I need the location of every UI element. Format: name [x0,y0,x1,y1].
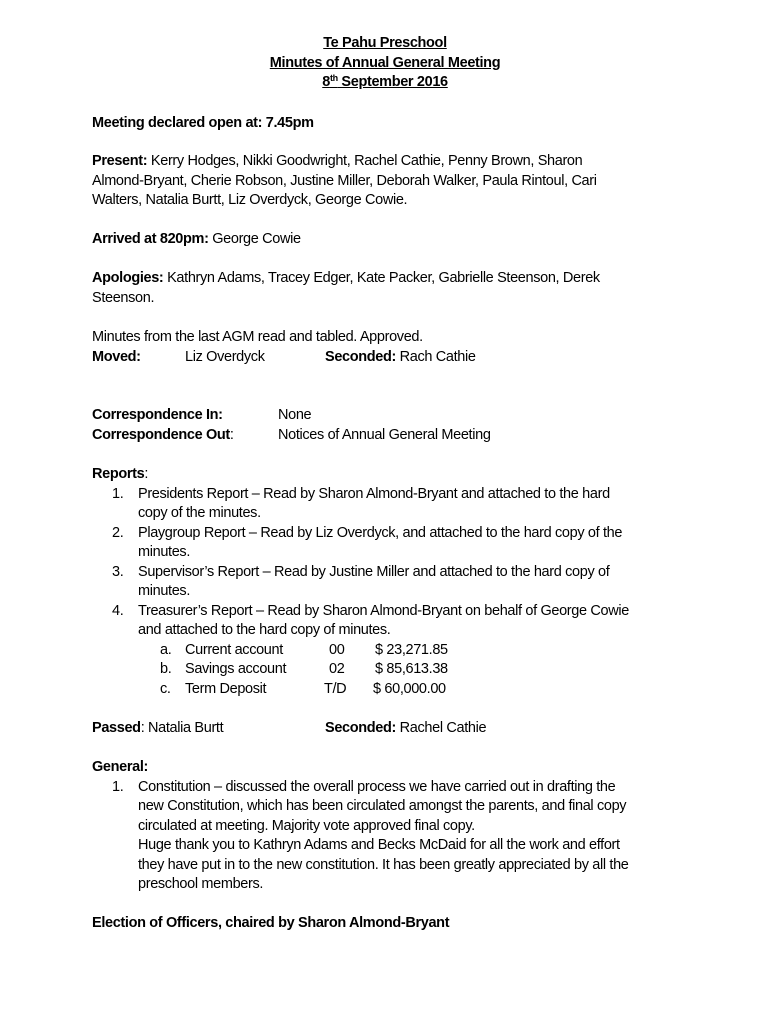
date-rest: September 2016 [337,74,448,90]
report-text-line-2: and attached to the hard copy of minutes. [138,622,391,638]
present-section [92,152,692,211]
report-text-line-1: Presidents Report – Read by Sharon Almond-Bryant and attached to the hard [138,485,610,502]
account-letter: b. [160,661,172,677]
apologies-section [92,269,692,308]
previous-minutes-text: Minutes from the last AGM read and tabled. Approved. [92,329,423,345]
minutes-seconded [325,348,476,368]
account-name: Term Deposit [185,680,267,697]
report-item [92,485,692,524]
reports-colon: : [144,466,149,482]
correspondence-in-value: None [278,407,312,423]
general-item [92,778,692,895]
general-list [92,778,692,895]
arrived-value: George Cowie [208,231,301,247]
apologies-line-1: Kathryn Adams, Tracey Edger, Kate Packer, Gabrielle Steenson, Derek [163,270,600,286]
report-number: 1. [112,485,124,502]
report-text-line-1: Supervisor’s Report – Read by Justine Miller and attached to the hard copy of [138,563,610,580]
passed-seconded-value: Rachel Cathie [395,720,487,736]
general-line: circulated at meeting. Majority vote approved final copy. [138,817,475,834]
report-text-line-1: Treasurer’s Report – Read by Sharon Almond-Bryant on behalf of George Cowie [138,602,629,619]
minutes-seconded-value: Rach Cathie [395,348,476,365]
report-text-line-2: copy of the minutes. [138,505,261,521]
general-line: they have put in to the new constitution. It has been greatly appreciated by all the [138,856,629,873]
school-name: Te Pahu Preschool [323,35,447,51]
report-text-line-2: minutes. [138,544,190,560]
report-item [92,524,692,563]
correspondence-out-label-group [92,426,234,446]
account-amount: $ 60,000.00 [373,680,446,697]
minutes-seconded-label: Seconded: [325,348,396,365]
correspondence-out-label: Correspondence Out [92,426,230,443]
account-letter: c. [160,680,171,697]
date-day: 8 [322,74,330,90]
passed-section [92,719,692,739]
moved-row [92,348,692,368]
report-item [92,563,692,602]
report-text-line-1: Playgroup Report – Read by Liz Overdyck, and attached to the hard copy of the [138,524,623,541]
present-line-2: Almond-Bryant, Cherie Robson, Justine Miller, Deborah Walker, Paula Rintoul, Cari [92,172,597,189]
account-name: Savings account [185,661,287,677]
apologies-line-2: Steenson. [92,289,155,306]
arrived-section [92,230,692,250]
passed-seconded-label: Seconded: [325,720,396,736]
meeting-title: Minutes of Annual General Meeting [269,54,501,71]
passed-group [92,719,223,739]
present-label: Present: [92,153,148,169]
arrived-label: Arrived at 820pm: [92,231,209,247]
present-line-1: Kerry Hodges, Nikki Goodwright, Rachel Cathie, Penny Brown, Sharon [147,153,583,169]
correspondence-out-row [92,426,692,446]
election-heading: Election of Officers, chaired by Sharon Almond-Bryant [92,915,450,931]
account-code: 00 [329,641,345,658]
passed-label: Passed [92,720,141,736]
previous-minutes-section [92,328,692,367]
account-name: Current account [185,641,283,658]
apologies-label: Apologies: [92,270,164,286]
correspondence-out-value: Notices of Annual General Meeting [278,426,491,443]
moved-label: Moved: [92,348,141,365]
present-line-3: Walters, Natalia Burtt, Liz Overdyck, George Cowie. [92,192,408,208]
report-number: 4. [112,602,124,619]
document-header [0,34,770,93]
general-line: Constitution – discussed the overall process we have carried out in drafting the [138,778,616,795]
reports-label: Reports [92,466,145,482]
account-amount: $ 85,613.38 [375,661,448,677]
general-line: preschool members. [138,876,264,892]
passed-value: : Natalia Burtt [140,720,224,736]
correspondence-section [92,406,692,445]
report-number: 2. [112,524,124,541]
reports-heading [92,465,692,485]
report-item [92,602,692,641]
general-line: new Constitution, which has been circulated amongst the parents, and final copy [138,798,627,814]
account-row [92,680,692,700]
correspondence-out-colon: : [229,426,234,443]
reports-list [92,485,692,700]
passed-row [92,719,692,739]
account-code: 02 [329,661,345,677]
report-text-line-2: minutes. [138,583,190,599]
date-suffix: th [329,73,338,83]
account-row [92,660,692,680]
general-line: Huge thank you to Kathryn Adams and Becks McDaid for all the work and effort [138,837,620,853]
account-row [92,641,692,661]
meeting-opening: Meeting declared open at: 7.45pm [92,115,314,131]
report-number: 3. [112,563,124,580]
account-letter: a. [160,641,172,658]
general-item-number: 1. [112,778,124,795]
meeting-date [0,73,770,93]
moved-value: Liz Overdyck [185,348,265,365]
account-amount: $ 23,271.85 [375,641,448,658]
correspondence-in-row [92,406,692,426]
passed-seconded [325,719,486,739]
account-code: T/D [324,680,347,697]
correspondence-in-label: Correspondence In: [92,407,223,423]
general-heading: General: [92,759,149,775]
